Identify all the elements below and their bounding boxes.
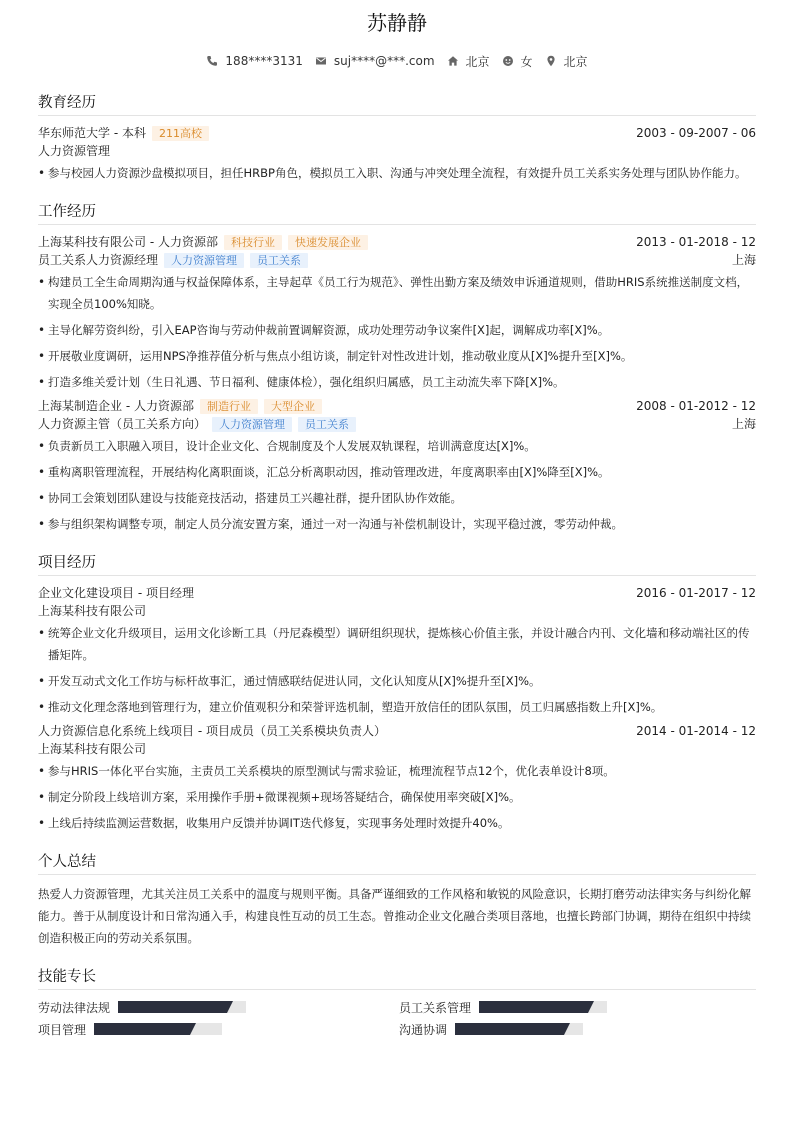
skills-section (38, 966, 756, 1038)
company-tag: 快速发展企业 (288, 235, 368, 250)
list-item: • 上线后持续监测运营数据，收集用户反馈并协调IT迭代修复，实现事务处理时效提升40%。 (38, 812, 756, 834)
position-tag: 人力资源管理 (212, 417, 292, 432)
work-bullets (38, 271, 756, 393)
list-item: • 重构离职管理流程，开展结构化离职面谈，汇总分析离职动因，推动管理改进，年度离职率由[X]%降至[X]%。 (38, 461, 756, 483)
work-bullets (38, 435, 756, 535)
education-bullets (38, 162, 756, 184)
skills-grid (38, 998, 756, 1038)
project-date: 2016 - 01-2017 - 12 (636, 586, 756, 600)
education-major: 人力资源管理 (38, 144, 111, 158)
project-company: 上海某科技有限公司 (38, 604, 147, 618)
list-item: • 负责新员工入职融入项目，设计企业文化、合规制度及个人发展双轨课程，培训满意度达[X]%。 (38, 435, 756, 457)
contact-phone-text: 188****3131 (225, 54, 303, 68)
work-entry (38, 397, 756, 535)
work-entry (38, 233, 756, 393)
list-item: • 开展敬业度调研，运用NPS净推荐值分析与焦点小组访谈，制定针对性改进计划，推动敬业度从[X]%提升至[X]%。 (38, 345, 756, 367)
section-title-education: 教育经历 (38, 92, 756, 116)
project-entry (38, 722, 756, 834)
skill-item (399, 998, 756, 1016)
list-item: • 主导化解劳资纠纷，引入EAP咨询与劳动仲裁前置调解资源，成功处理劳动争议案件[X]起，调解成功率[X]%。 (38, 319, 756, 341)
contact-gender-text: 女 (520, 54, 533, 69)
contact-hometown (447, 53, 490, 70)
skill-item (399, 1020, 756, 1038)
section-title-skills: 技能专长 (38, 966, 756, 990)
skill-bar (118, 1001, 246, 1013)
skill-label: 劳动法律法规 (38, 1000, 111, 1015)
list-item: • 参与HRIS一体化平台实施，主责员工关系模块的原型测试与需求验证，梳理流程节点12个，优化表单设计8项。 (38, 760, 756, 782)
skill-bar-fill (118, 1001, 227, 1013)
project-name-role: 企业文化建设项目 - 项目经理 (38, 586, 194, 600)
candidate-name: 苏静静 (367, 11, 427, 35)
skill-label: 沟通协调 (399, 1022, 448, 1037)
position-tag: 人力资源管理 (164, 253, 244, 268)
contact-bar (38, 50, 756, 72)
position-tag: 员工关系 (250, 253, 308, 268)
work-company: 上海某制造企业 - 人力资源部 (38, 399, 194, 413)
list-item: • 制定分阶段上线培训方案，采用操作手册+微课视频+现场答疑结合，确保使用率突破[X]%。 (38, 786, 756, 808)
work-city: 上海 (731, 253, 756, 267)
work-city: 上海 (731, 417, 756, 431)
education-entry (38, 124, 756, 184)
list-item: • 参与组织架构调整专项，制定人员分流安置方案，通过一对一沟通与补偿机制设计，实现平稳过渡，零劳动仲裁。 (38, 513, 756, 535)
contact-gender (502, 53, 533, 70)
work-date: 2008 - 01-2012 - 12 (636, 399, 756, 413)
company-tag: 科技行业 (224, 235, 282, 250)
section-title-summary: 个人总结 (38, 851, 756, 875)
work-position: 人力资源主管（员工关系方向） (38, 417, 207, 431)
work-position: 员工关系人力资源经理 (38, 253, 159, 267)
skill-label: 员工关系管理 (399, 1000, 472, 1015)
contact-email (315, 54, 435, 68)
summary-section (38, 851, 756, 949)
contact-email-text: suj****@***.com (333, 54, 435, 68)
skill-label: 项目管理 (38, 1022, 87, 1037)
section-title-projects: 项目经历 (38, 552, 756, 576)
skill-bar (455, 1023, 583, 1035)
list-item: • 打造多维关爱计划（生日礼遇、节日福利、健康体检），强化组织归属感，员工主动流失率下降[X]%。 (38, 371, 756, 393)
skill-bar (94, 1023, 222, 1035)
work-date: 2013 - 01-2018 - 12 (636, 235, 756, 249)
skill-bar-fill (94, 1023, 190, 1035)
skill-bar-fill (479, 1001, 588, 1013)
company-tag: 大型企业 (264, 399, 322, 414)
gender-icon (502, 55, 514, 67)
home-icon (447, 55, 459, 67)
project-company: 上海某科技有限公司 (38, 742, 147, 756)
project-bullets (38, 760, 756, 834)
projects-section (38, 552, 756, 834)
location-pin-icon (545, 55, 557, 67)
list-item: • 构建员工全生命周期沟通与权益保障体系，主导起草《员工行为规范》、弹性出勤方案及绩效申诉通道规则，借助HRIS系统推送制度文档，实现全员100%知晓。 (38, 271, 756, 315)
list-item: • 协同工会策划团队建设与技能竞技活动，搭建员工兴趣社群，提升团队协作效能。 (38, 487, 756, 509)
list-item: • 统筹企业文化升级项目，运用文化诊断工具（丹尼森模型）调研组织现状，提炼核心价值主张，并设计融合内刊、文化墙和移动端社区的传播矩阵。 (38, 622, 756, 666)
skill-item (38, 1020, 399, 1038)
contact-hometown-text: 北京 (465, 54, 490, 69)
project-bullets (38, 622, 756, 718)
work-section (38, 201, 756, 535)
education-section (38, 92, 756, 184)
list-item: • 参与校园人力资源沙盘模拟项目，担任HRBP角色，模拟员工入职、沟通与冲突处理全流程，有效提升员工关系实务处理与团队协作能力。 (38, 162, 756, 184)
section-title-work: 工作经历 (38, 201, 756, 225)
contact-location (545, 53, 588, 70)
project-entry (38, 584, 756, 718)
contact-location-text: 北京 (563, 54, 588, 69)
project-name-role: 人力资源信息化系统上线项目 - 项目成员（员工关系模块负责人） (38, 724, 386, 738)
skill-bar-fill (455, 1023, 564, 1035)
contact-phone (206, 54, 302, 68)
mail-icon (315, 55, 327, 67)
school-tag: 211高校 (152, 126, 209, 141)
position-tag: 员工关系 (298, 417, 356, 432)
project-date: 2014 - 01-2014 - 12 (636, 724, 756, 738)
school-degree: 华东师范大学 - 本科 (38, 126, 146, 140)
list-item: • 开发互动式文化工作坊与标杆故事汇，通过情感联结促进认同，文化认知度从[X]%提升至[X]%。 (38, 670, 756, 692)
list-item: • 推动文化理念落地到管理行为，建立价值观积分和荣誉评选机制，塑造开放信任的团队氛围，员工归属感指数上升[X]%。 (38, 696, 756, 718)
company-tag: 制造行业 (200, 399, 258, 414)
work-company: 上海某科技有限公司 - 人力资源部 (38, 235, 218, 249)
skill-bar (479, 1001, 607, 1013)
phone-icon (206, 55, 218, 67)
education-date: 2003 - 09-2007 - 06 (636, 126, 756, 140)
summary-text: 热爱人力资源管理，尤其关注员工关系中的温度与规则平衡。具备严谨细致的工作风格和敏锐的风险意识，长期打磨劳动法律实务与纠纷化解能力。善于从制度设计和日常沟通入手，构建良性互动的员工生态。曾推动企业文化融合类项目落地，也擅长跨部门协调，期待在组织中持续创造积极正向的劳动关系氛围。 (38, 887, 751, 945)
skill-item (38, 998, 399, 1016)
